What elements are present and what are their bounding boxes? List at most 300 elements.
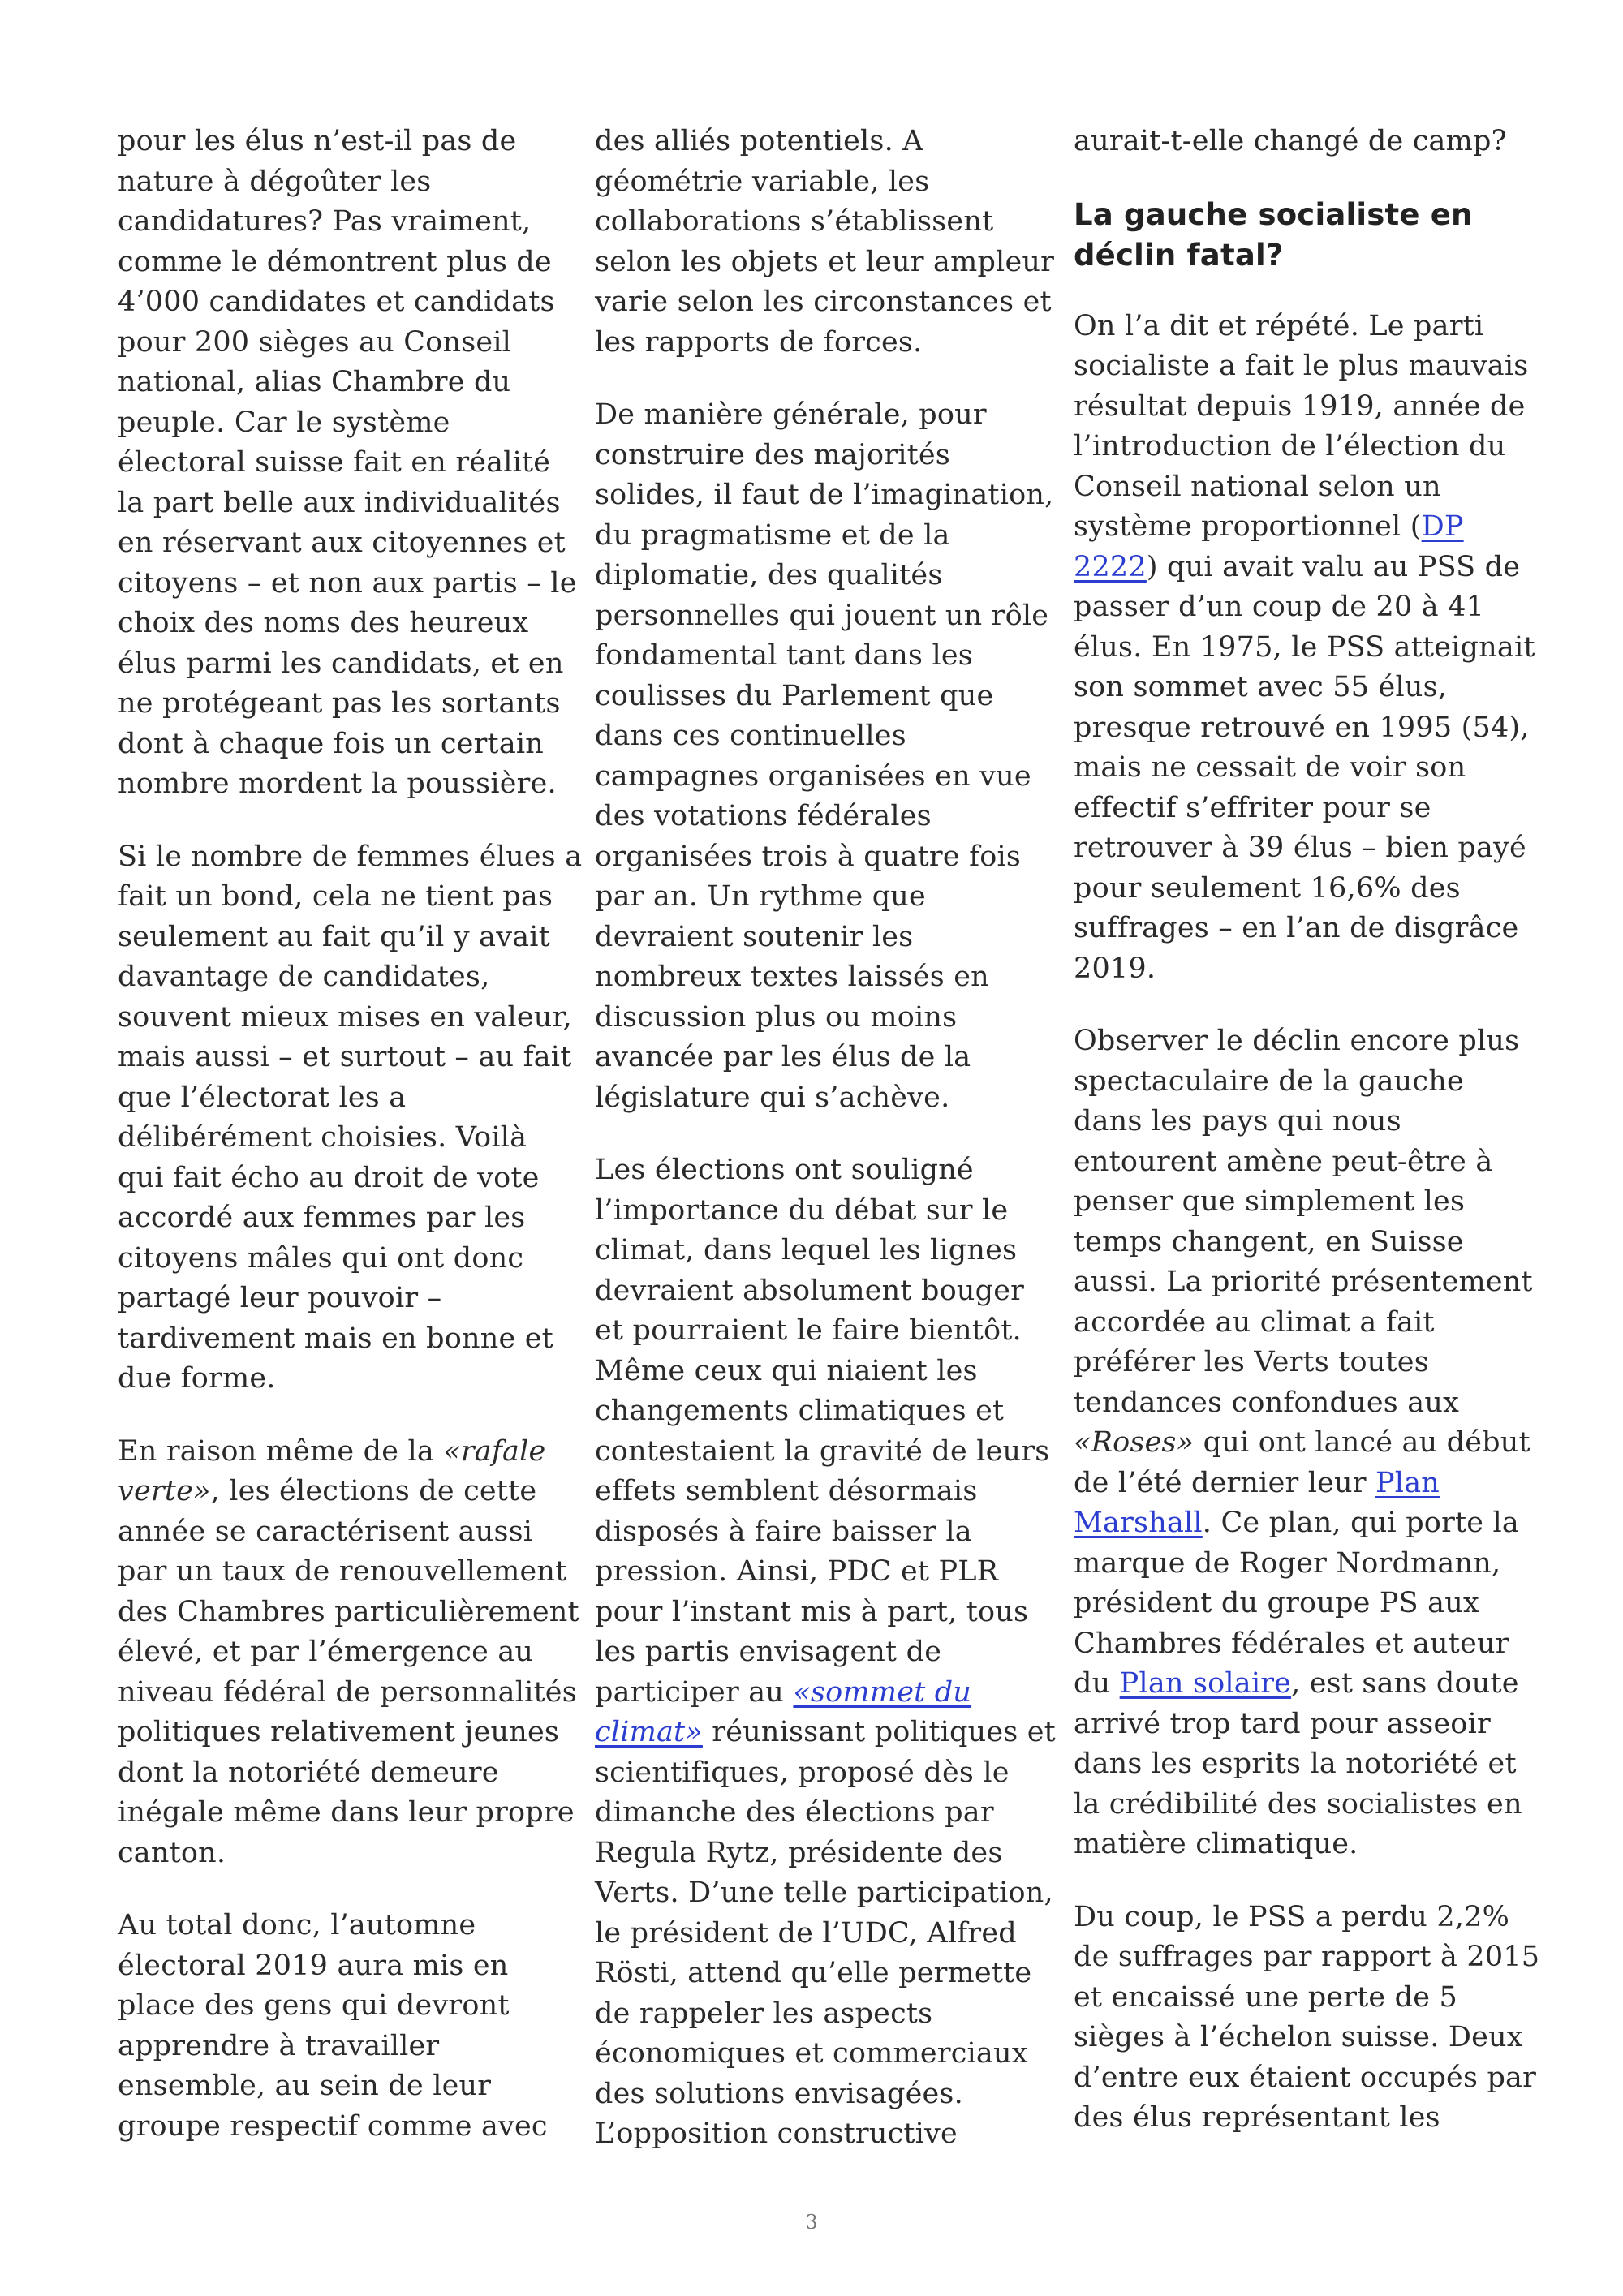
text-line bbox=[1074, 1544, 1512, 1584]
text-run: les partis envisagent de bbox=[595, 1636, 942, 1668]
text-run: élus parmi les candidats, et en bbox=[118, 647, 564, 680]
text-run: pour 200 sièges au Conseil bbox=[118, 325, 512, 359]
text-run: davantage de candidates, bbox=[118, 961, 490, 993]
text-line bbox=[1074, 708, 1530, 749]
paragraph bbox=[1074, 1021, 1533, 1865]
inline-link[interactable]: Plan bbox=[1375, 1466, 1440, 1499]
text-line bbox=[118, 323, 556, 363]
text-line bbox=[118, 1986, 556, 2027]
text-run: qui ont lancé au début bbox=[1194, 1426, 1530, 1459]
text-line bbox=[595, 797, 1033, 837]
text-run: ) qui avait valu au PSS de bbox=[1146, 550, 1521, 583]
text-column-3 bbox=[1074, 122, 1540, 2171]
text-line bbox=[595, 1793, 1033, 1834]
text-run: de rappeler les aspects bbox=[595, 1997, 933, 2030]
text-line bbox=[118, 604, 556, 644]
text-line bbox=[595, 998, 1033, 1038]
text-line bbox=[1074, 1825, 1512, 1865]
text-line bbox=[118, 1793, 575, 1834]
text-run: année se caractérisent aussi bbox=[118, 1515, 533, 1548]
text-run: Les élections ont souligné bbox=[595, 1154, 974, 1186]
text-run: devraient soutenir les bbox=[595, 920, 914, 953]
text-run: discussion plus ou moins bbox=[595, 1000, 958, 1034]
text-run: législature qui s’achève. bbox=[595, 1081, 950, 1114]
text-run: géométrie variable, les bbox=[595, 165, 930, 198]
text-line bbox=[118, 1632, 556, 1673]
text-run: Au total donc, l’automne bbox=[118, 1909, 476, 1941]
text-line bbox=[118, 1906, 556, 1946]
text-run: de suffrages par rapport à 2015 bbox=[1074, 1941, 1540, 1973]
text-line bbox=[595, 556, 1033, 596]
text-run: devraient absolument bouger bbox=[595, 1274, 1025, 1307]
text-line bbox=[595, 677, 1033, 717]
text-line bbox=[595, 1391, 1033, 1432]
text-run: et encaissé une perte de 5 bbox=[1074, 1980, 1457, 2014]
text-line bbox=[118, 1279, 556, 1319]
text-run: Chambres fédérales et auteur bbox=[1074, 1627, 1509, 1660]
text-run: citoyens mâles qui ont donc bbox=[118, 1241, 524, 1275]
text-run: politiques relativement jeunes bbox=[118, 1716, 560, 1748]
text-run: mais aussi – et surtout – au fait bbox=[118, 1041, 572, 1073]
text-run: la crédibilité des socialistes en bbox=[1074, 1787, 1522, 1821]
text-line bbox=[595, 475, 1054, 516]
text-line bbox=[1074, 1705, 1512, 1745]
text-line bbox=[118, 1159, 556, 1199]
text-run: . Ce plan, qui porte la bbox=[1202, 1507, 1519, 1539]
paragraph bbox=[595, 395, 1054, 1118]
text-run: des alliés potentiels. A bbox=[595, 125, 923, 157]
text-line bbox=[118, 877, 556, 918]
text-run: Verts. D’une telle participation, bbox=[595, 1877, 1053, 1909]
text-line bbox=[595, 1673, 1033, 1713]
text-column-1 bbox=[118, 122, 583, 2179]
text-run: élevé, et par l’émergence au bbox=[118, 1636, 534, 1668]
paragraph bbox=[1074, 122, 1512, 162]
inline-link[interactable]: Plan solaire bbox=[1119, 1667, 1292, 1700]
text-run: national, alias Chambre du bbox=[118, 366, 511, 398]
text-run: entourent amène peut-être à bbox=[1074, 1145, 1493, 1178]
text-line bbox=[1074, 2098, 1512, 2139]
text-run: presque retrouvé en 1995 (54), bbox=[1074, 711, 1530, 744]
text-run: spectaculaire de la gauche bbox=[1074, 1064, 1464, 1098]
text-run: effets semblent désormais bbox=[595, 1475, 978, 1507]
text-run: marque de Roger Nordmann, bbox=[1074, 1546, 1501, 1580]
text-run: avancée par les élus de la bbox=[595, 1041, 971, 1073]
text-run: personnelles qui jouent un rôle bbox=[595, 599, 1049, 632]
emphasis-text: «Roses» bbox=[1074, 1426, 1195, 1459]
text-run: peuple. Car le système bbox=[118, 406, 450, 439]
text-line bbox=[1074, 427, 1512, 467]
text-run: aurait-t-elle changé de camp? bbox=[1074, 125, 1507, 157]
text-line bbox=[1074, 1223, 1512, 1263]
text-run: pour seulement 16,6% des bbox=[1074, 871, 1461, 905]
text-column-2 bbox=[595, 122, 1056, 2187]
text-run: L’opposition constructive bbox=[595, 2118, 958, 2150]
text-run: par un taux de renouvellement bbox=[118, 1555, 567, 1588]
text-line bbox=[1074, 195, 1512, 235]
text-line bbox=[1074, 1464, 1512, 1504]
text-line bbox=[595, 2114, 1033, 2155]
text-line bbox=[118, 1078, 556, 1119]
text-line bbox=[1074, 1142, 1512, 1183]
text-run: Même ceux qui niaient les bbox=[595, 1354, 978, 1387]
text-run: des solutions envisagées. bbox=[595, 2077, 963, 2110]
text-line bbox=[1074, 1744, 1517, 1785]
text-line bbox=[118, 764, 556, 805]
text-line bbox=[118, 2066, 556, 2107]
text-run: organisées trois à quatre fois bbox=[595, 840, 1022, 873]
paragraph bbox=[118, 1906, 556, 2147]
text-run: niveau fédéral de personnalités bbox=[118, 1675, 577, 1709]
text-line bbox=[1074, 387, 1526, 428]
text-run: fondamental tant dans les bbox=[595, 639, 973, 672]
inline-link[interactable]: DP bbox=[1421, 510, 1464, 543]
text-line bbox=[1074, 548, 1521, 588]
text-line bbox=[595, 877, 1033, 918]
text-run: qui fait écho au droit de vote bbox=[118, 1161, 540, 1194]
text-line bbox=[595, 436, 1033, 476]
text-run: déclin fatal? bbox=[1074, 237, 1284, 273]
text-run: campagnes organisées en vue bbox=[595, 759, 1031, 793]
text-run: délibérément choisies. Voilà bbox=[118, 1121, 527, 1154]
text-run: son sommet avec 55 élus, bbox=[1074, 671, 1448, 703]
text-line bbox=[118, 1038, 572, 1078]
text-run: penser que simplement les bbox=[1074, 1185, 1466, 1218]
text-line bbox=[595, 1352, 1033, 1392]
text-line bbox=[595, 1191, 1033, 1232]
text-line bbox=[595, 395, 1033, 436]
text-line bbox=[595, 1593, 1033, 1633]
text-line bbox=[118, 523, 566, 564]
text-run: solides, il faut de l’imagination, bbox=[595, 479, 1054, 511]
text-run: le président de l’UDC, Alfred bbox=[595, 1916, 1017, 1950]
paragraph bbox=[1074, 1898, 1540, 2139]
text-run: ne protégeant pas les sortants bbox=[118, 687, 561, 720]
text-run: place des gens qui devront bbox=[118, 1989, 510, 2022]
inline-link[interactable]: climat» bbox=[595, 1716, 703, 1748]
text-line bbox=[595, 1873, 1053, 1914]
text-run: varie selon les circonstances et bbox=[595, 286, 1052, 318]
text-line bbox=[1074, 628, 1535, 669]
text-line bbox=[118, 1472, 556, 1512]
text-line bbox=[118, 122, 556, 162]
text-run: dans les pays qui nous bbox=[1074, 1105, 1401, 1137]
text-run: économiques et commerciaux bbox=[595, 2037, 1028, 2070]
text-line bbox=[1074, 1664, 1519, 1705]
paragraph bbox=[595, 122, 1055, 363]
text-line bbox=[595, 282, 1052, 323]
text-run: On l’a dit et répété. Le parti bbox=[1074, 309, 1484, 342]
text-line bbox=[118, 363, 556, 403]
text-run: nature à dégoûter les bbox=[118, 165, 432, 198]
text-run: participer au bbox=[595, 1675, 794, 1709]
text-run: Du coup, le PSS a perdu 2,2% bbox=[1074, 1900, 1510, 1933]
text-line bbox=[1074, 1021, 1520, 1062]
text-line bbox=[595, 1552, 1033, 1593]
text-line bbox=[118, 484, 561, 524]
text-run: de l’été dernier leur bbox=[1074, 1466, 1376, 1499]
text-run: Regula Rytz, présidente des bbox=[595, 1836, 1003, 1869]
text-line bbox=[118, 1239, 556, 1279]
text-line bbox=[595, 122, 1033, 162]
text-line bbox=[118, 1753, 556, 1794]
text-line bbox=[1074, 1182, 1512, 1223]
text-line bbox=[595, 596, 1049, 637]
section-heading bbox=[1074, 195, 1512, 276]
emphasis-text: verte» bbox=[118, 1475, 211, 1507]
paragraph bbox=[118, 122, 577, 805]
text-run: du bbox=[1074, 1667, 1120, 1700]
text-line bbox=[595, 323, 1033, 363]
text-line bbox=[595, 1954, 1033, 1994]
text-run: canton. bbox=[118, 1836, 226, 1869]
text-run: pression. Ainsi, PDC et PLR bbox=[595, 1555, 999, 1588]
text-run: d’entre eux étaient occupés par bbox=[1074, 2061, 1537, 2094]
text-line bbox=[118, 2107, 556, 2148]
text-run: aussi. La priorité présentement bbox=[1074, 1266, 1533, 1298]
text-line bbox=[118, 1198, 556, 1239]
text-run: arrivé trop tard pour asseoir bbox=[1074, 1707, 1491, 1740]
text-line bbox=[118, 1834, 556, 1874]
text-line bbox=[595, 2075, 1033, 2115]
text-run: en réservant aux citoyennes et bbox=[118, 527, 566, 559]
paragraph bbox=[118, 837, 583, 1400]
text-line bbox=[118, 1432, 556, 1473]
text-run: collaborations s’établissent bbox=[595, 205, 994, 238]
text-run: l’introduction de l’élection du bbox=[1074, 430, 1506, 462]
text-line bbox=[1074, 1303, 1512, 1344]
inline-link[interactable]: Marshall bbox=[1074, 1507, 1203, 1539]
text-run: contestaient la gravité de leurs bbox=[595, 1434, 1050, 1468]
text-run: accordée au climat a fait bbox=[1074, 1305, 1435, 1339]
text-line bbox=[118, 957, 556, 998]
text-line bbox=[118, 1673, 577, 1713]
text-line bbox=[1074, 346, 1529, 387]
text-line bbox=[595, 162, 1033, 203]
text-run: système proportionnel ( bbox=[1074, 510, 1422, 543]
text-line bbox=[595, 918, 1033, 958]
text-run: et pourraient le faire bientôt. bbox=[595, 1314, 1022, 1347]
text-run: des Chambres particulièrement bbox=[118, 1595, 579, 1628]
text-line bbox=[118, 1593, 579, 1633]
text-line bbox=[1074, 2058, 1537, 2099]
text-run: tendances confondues aux bbox=[1074, 1386, 1460, 1419]
text-line bbox=[1074, 122, 1512, 162]
text-run: ensemble, au sein de leur bbox=[118, 2070, 492, 2102]
text-run: scientifiques, proposé dès le bbox=[595, 1756, 1010, 1789]
text-run: 2019. bbox=[1074, 952, 1156, 985]
text-run: la part belle aux individualités bbox=[118, 486, 561, 519]
text-line bbox=[1074, 467, 1512, 508]
text-line bbox=[1074, 1102, 1512, 1142]
text-run: inégale même dans leur propre bbox=[118, 1796, 575, 1829]
text-line bbox=[595, 243, 1055, 283]
text-run: effectif s’effriter pour se bbox=[1074, 791, 1431, 824]
text-run: préférer les Verts toutes bbox=[1074, 1346, 1429, 1378]
text-run: candidatures? Pas vraiment, bbox=[118, 205, 532, 238]
text-run: Observer le déclin encore plus bbox=[1074, 1025, 1520, 1057]
text-run: diplomatie, des qualités bbox=[595, 559, 943, 591]
text-run: dans ces continuelles bbox=[595, 720, 906, 752]
text-run: dont à chaque fois un certain bbox=[118, 727, 545, 760]
text-run: , est sans doute bbox=[1291, 1667, 1519, 1700]
text-line bbox=[118, 1713, 560, 1753]
text-line bbox=[1074, 869, 1512, 909]
text-run: apprendre à travailler bbox=[118, 2029, 440, 2062]
text-line bbox=[1074, 2018, 1523, 2058]
text-line bbox=[595, 2034, 1033, 2075]
text-line bbox=[595, 1038, 1033, 1078]
text-line bbox=[118, 443, 556, 484]
text-line bbox=[1074, 1584, 1512, 1624]
text-line bbox=[118, 918, 556, 958]
text-run: selon les objets et leur ampleur bbox=[595, 245, 1055, 278]
text-run: due forme. bbox=[118, 1362, 276, 1395]
text-run: matière climatique. bbox=[1074, 1828, 1358, 1860]
text-line bbox=[595, 1078, 1033, 1119]
emphasis-text: «rafale bbox=[443, 1434, 546, 1468]
text-run: pour les élus n’est-il pas de bbox=[118, 125, 517, 157]
text-line bbox=[118, 644, 564, 685]
text-run: par an. Un rythme que bbox=[595, 880, 926, 913]
text-line bbox=[595, 202, 1033, 243]
text-run: Rösti, attend qu’elle permette bbox=[595, 1957, 1032, 1989]
text-line bbox=[595, 516, 1033, 557]
text-run: socialiste a fait le plus mauvais bbox=[1074, 350, 1529, 382]
text-run: retrouver à 39 élus – bien payé bbox=[1074, 832, 1526, 864]
text-line bbox=[1074, 1898, 1512, 1938]
text-run: des élus représentant les bbox=[1074, 2101, 1440, 2134]
text-line bbox=[1074, 1785, 1522, 1825]
text-run: climat, dans lequel les lignes bbox=[595, 1234, 1018, 1266]
text-run: construire des majorités bbox=[595, 438, 950, 471]
text-run: résultat depuis 1919, année de bbox=[1074, 389, 1526, 423]
text-line bbox=[1074, 1423, 1530, 1464]
text-run: Si le nombre de femmes élues a bbox=[118, 840, 583, 873]
text-line bbox=[118, 403, 556, 444]
text-line bbox=[118, 1552, 567, 1593]
text-run: , les élections de cette bbox=[210, 1475, 537, 1507]
text-line bbox=[595, 1432, 1050, 1473]
text-line bbox=[118, 282, 556, 323]
text-line bbox=[118, 684, 561, 724]
text-run: des votations fédérales bbox=[595, 800, 932, 832]
text-run: disposés à faire baisser la bbox=[595, 1515, 972, 1548]
text-line bbox=[595, 957, 1033, 998]
text-line bbox=[595, 1512, 1033, 1553]
text-line bbox=[1074, 1503, 1519, 1544]
text-line bbox=[1074, 1383, 1512, 1424]
text-run: suffrages – en l’an de disgrâce bbox=[1074, 912, 1519, 944]
text-line bbox=[595, 1994, 1033, 2035]
text-run: seulement au fait qu’il y avait bbox=[118, 920, 550, 953]
paragraph bbox=[1074, 307, 1535, 990]
inline-link[interactable]: 2222 bbox=[1074, 550, 1147, 583]
text-line bbox=[118, 2027, 556, 2067]
text-run: électoral suisse fait en réalité bbox=[118, 446, 551, 479]
text-line bbox=[118, 202, 556, 243]
text-line bbox=[595, 1753, 1033, 1794]
text-line bbox=[118, 1319, 556, 1360]
text-line bbox=[595, 1150, 1033, 1191]
text-line bbox=[1074, 235, 1512, 276]
paragraph bbox=[118, 1432, 579, 1874]
text-run: nombre mordent la poussière. bbox=[118, 767, 557, 800]
text-line bbox=[118, 1512, 556, 1553]
text-line bbox=[118, 837, 583, 878]
text-run: nombreux textes laissés en bbox=[595, 961, 989, 993]
text-line bbox=[118, 243, 556, 283]
text-run: coulisses du Parlement que bbox=[595, 679, 994, 712]
text-line bbox=[1074, 909, 1519, 949]
text-run: dont la notoriété demeure bbox=[118, 1756, 499, 1789]
text-line bbox=[1074, 1343, 1512, 1383]
text-line bbox=[595, 636, 1033, 677]
text-run: que l’électorat les a bbox=[118, 1081, 407, 1114]
text-run: tardivement mais en bonne et bbox=[118, 1322, 553, 1355]
text-line bbox=[118, 998, 572, 1038]
text-line bbox=[1074, 789, 1512, 829]
text-run: 4’000 candidates et candidats bbox=[118, 286, 555, 318]
text-run: La gauche socialiste en bbox=[1074, 196, 1473, 232]
text-run: réunissant politiques et bbox=[702, 1716, 1056, 1748]
text-line bbox=[595, 1914, 1033, 1954]
text-run: changements climatiques et bbox=[595, 1395, 1005, 1427]
text-line bbox=[1074, 507, 1512, 548]
text-run: Conseil national selon un bbox=[1074, 470, 1441, 503]
text-line bbox=[1074, 828, 1526, 869]
text-line bbox=[1074, 1978, 1512, 2019]
text-run: mais ne cessait de voir son bbox=[1074, 751, 1466, 784]
text-line bbox=[595, 1632, 1033, 1673]
text-line bbox=[595, 1472, 1033, 1512]
text-run: électoral 2019 aura mis en bbox=[118, 1949, 509, 1982]
text-line bbox=[1074, 307, 1512, 347]
text-line bbox=[1074, 587, 1512, 628]
text-line bbox=[1074, 668, 1512, 708]
text-line bbox=[1074, 748, 1512, 789]
text-run: élus. En 1975, le PSS atteignait bbox=[1074, 630, 1535, 664]
text-line bbox=[118, 162, 556, 203]
text-run: souvent mieux mises en valeur, bbox=[118, 1000, 572, 1034]
text-run: sièges à l’échelon suisse. Deux bbox=[1074, 2021, 1523, 2053]
text-line bbox=[595, 1713, 1056, 1753]
text-run: citoyens – et non aux partis – le bbox=[118, 566, 577, 600]
text-run: En raison même de la bbox=[118, 1434, 444, 1468]
text-run: dimanche des élections par bbox=[595, 1796, 994, 1829]
text-run: pour l’instant mis à part, tous bbox=[595, 1595, 1029, 1628]
text-run: passer d’un coup de 20 à 41 bbox=[1074, 591, 1485, 623]
text-line bbox=[1074, 1937, 1540, 1978]
text-line bbox=[118, 1118, 556, 1159]
inline-link[interactable]: «sommet du bbox=[793, 1675, 972, 1709]
text-line bbox=[595, 1311, 1033, 1352]
text-run: du pragmatisme et de la bbox=[595, 518, 950, 552]
text-line bbox=[1074, 1062, 1512, 1103]
text-line bbox=[595, 1834, 1033, 1874]
text-run: partagé leur pouvoir – bbox=[118, 1282, 442, 1314]
text-line bbox=[595, 757, 1033, 798]
text-run: l’importance du débat sur le bbox=[595, 1193, 1009, 1227]
text-run: temps changent, en Suisse bbox=[1074, 1225, 1464, 1258]
text-line bbox=[118, 724, 556, 765]
text-run: dans les esprits la notoriété et bbox=[1074, 1748, 1517, 1780]
text-line bbox=[1074, 1262, 1533, 1303]
text-run: De manière générale, pour bbox=[595, 398, 987, 431]
text-line bbox=[1074, 949, 1512, 990]
text-line bbox=[595, 716, 1033, 757]
text-run: choix des noms des heureux bbox=[118, 607, 529, 639]
